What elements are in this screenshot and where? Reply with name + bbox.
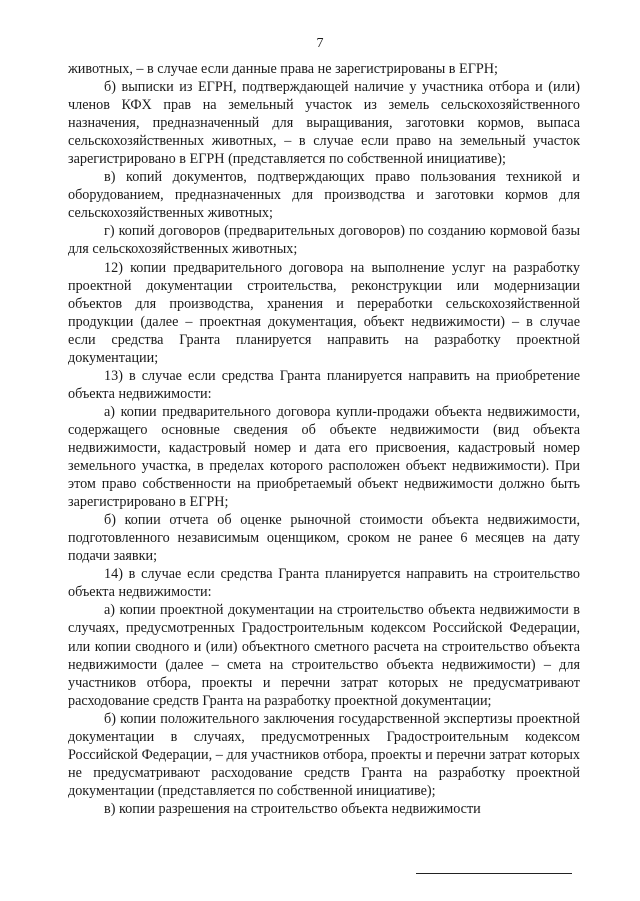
paragraph: а) копии проектной документации на строительство объекта недвижимости в случаях, предусмотренных Градостроительным кодексом Российской Федерации, или копии сводного и (или) объектного сметного расчета на строительство объекта недвижимости (далее – смета на строительство объекта недвижимости) – для участников отбора, проекты и перечни затрат которых не предусматривают расходование средств Гранта на разработку проектной документации;	[68, 602, 580, 709]
paragraph: б) выписки из ЕГРН, подтверждающей наличие у участника отбора и (или) членов КФХ прав на земельный участок из земель сельскохозяйственного назначения, предназначенный для выращивания, заготовки кормов, выпаса сельскохозяйственных животных, – в случае если право на земельный участок зарегистрировано в ЕГРН (представляется по собственной инициативе);	[68, 79, 580, 168]
paragraph: а) копии предварительного договора купли-продажи объекта недвижимости, содержащего основные сведения об объекте недвижимости (вид объекта недвижимости, кадастровый номер и дата его присвоения, кадастровый номер земельного участка, в пределах которого расположен объект недвижимости). При этом право собственности на приобретаемый объект недвижимости должно быть зарегистрировано в ЕГРН;	[68, 403, 580, 511]
footer-rule	[416, 873, 572, 874]
paragraph: 13) в случае если средства Гранта планируется направить на приобретение объекта недвижимости:	[68, 367, 580, 402]
paragraph: животных, – в случае если данные права не зарегистрированы в ЕГРН;	[68, 61, 498, 77]
paragraph: г) копий договоров (предварительных договоров) по созданию кормовой базы для сельскохозяйственных животных;	[68, 223, 580, 258]
paragraph: в) копий документов, подтверждающих право пользования техникой и оборудованием, предназначенных для производства и заготовки кормов для сельскохозяйственных животных;	[68, 169, 580, 222]
paragraph: 14) в случае если средства Гранта планируется направить на строительство объекта недвижимости:	[68, 566, 580, 601]
document-body	[68, 60, 580, 818]
page-number: 7	[316, 36, 324, 51]
paragraph: в) копии разрешения на строительство объекта недвижимости	[104, 800, 481, 817]
paragraph: б) копии положительного заключения государственной экспертизы проектной документации в случаях, предусмотренных Градостроительным кодексом Российской Федерации, – для участников отбора, проекты и перечни затрат которых не предусматривают расходование средств Гранта на разработку проектной документации (представляется по собственной инициативе);	[68, 710, 580, 799]
paragraph: 12) копии предварительного договора на выполнение услуг на разработку проектной документации строительства, реконструкции или модернизации объектов для производства, хранения и переработки сельскохозяйственной продукции (далее – проектная документация, объект недвижимости) – в случае если средства Гранта планируется направить на разработку проектной документации;	[68, 259, 580, 366]
paragraph: б) копии отчета об оценке рыночной стоимости объекта недвижимости, подготовленного независимым оценщиком, сроком не ранее 6 месяцев на дату подачи заявки;	[68, 512, 580, 565]
